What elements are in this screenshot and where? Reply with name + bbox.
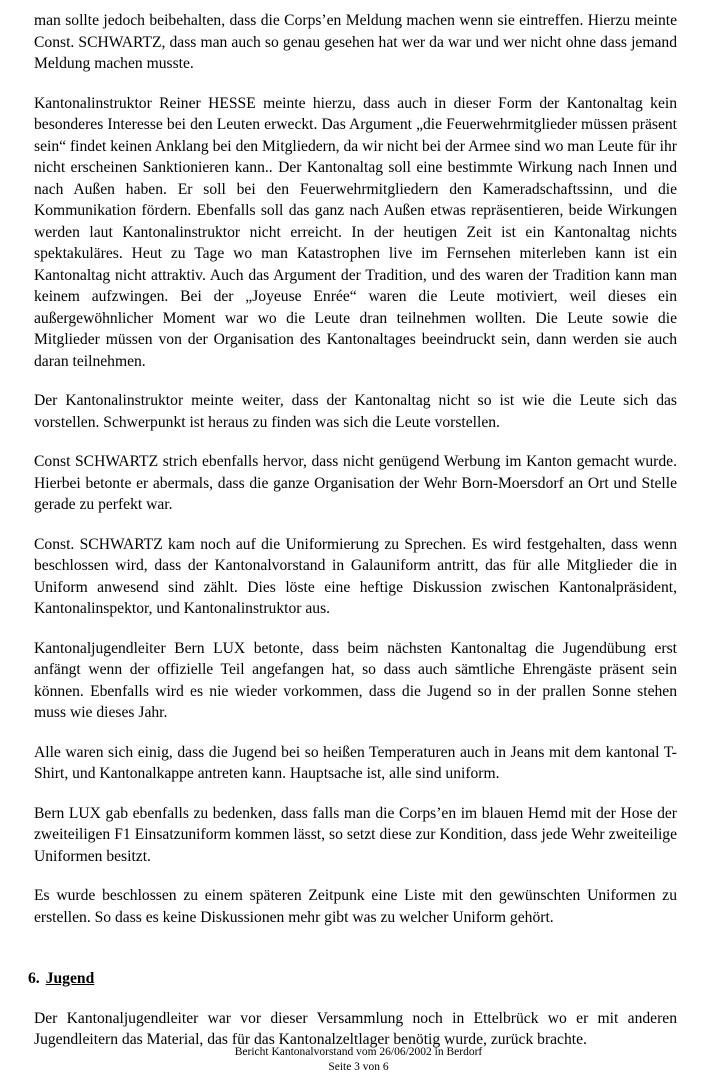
page-footer [0, 1045, 717, 1075]
document-page [28, 10, 677, 1051]
paragraph-liste: Es wurde beschlossen zu einem späteren Zeitpunk eine Liste mit den gewünschten Uniformen zu erstellen. So dass es keine Diskussionen mehr gibt was zu welcher Uniform gehört. [34, 887, 677, 926]
paragraph-werbung: Const SCHWARTZ strich ebenfalls hervor, dass nicht genügend Werbung im Kanton gemacht wurde. Hierbei betonte er abermals, dass die ganze Organisation der Wehr Born-Moersdorf an Ort und Stelle gerade zu perfekt war. [34, 453, 677, 513]
paragraph-jugenduebung: Kantonaljugendleiter Bern LUX betonte, dass beim nächsten Kantonaltag die Jugendübung erst anfängt wenn der offizielle Teil angefangen hat, so dass auch sämtliche Ehrengäste präsent sein können. Ebenfalls wird es nie wieder vorkommen, dass die Jugend so in der prallen Sonne stehen muss wie dieses Jahr. [34, 639, 677, 721]
paragraph-instruktor: Der Kantonalinstruktor meinte weiter, dass der Kantonaltag nicht so ist wie die Leute sich das vorstellen. Schwerpunkt ist heraus zu finden was sich die Leute vorstellen. [34, 392, 677, 431]
footer-page-number: Seite 3 von 6 [328, 1061, 389, 1073]
paragraph-hesse: Kantonalinstruktor Reiner HESSE meinte hierzu, dass auch in dieser Form der Kantonaltag kein besonderes Interesse bei den Leuten erweckt. Das Argument „die Feuerwehrmitglieder müssen präsent sein“ findet keinen Anklang bei den Mitgliedern, da wir nicht bei der Armee sind wo man Leute für ihr nicht erscheinen Sanktionieren kann.. Der Kantonaltag soll eine bestimmte Wirkung nach Innen und nach Außen haben. Er soll bei den Feuerwehrmitgliedern den Kameradschaftssinn, und die Kommunikation fördern. Ebenfalls soll das ganz nach Außen etwas repräsentieren, beide Wirkungen werden laut Kantonalinstruktor nicht erreicht. In der heutigen Zeit ist ein Kantonaltag nichts spektakuläres. Heut zu Tage wo man Katastrophen live im Fernsehen miterleben kann ist ein Kantonaltag nicht attraktiv. Auch das Argument der Tradition, und des waren der Tradition kann man keinem aufzwingen. Bei der „Joyeuse Enrée“ waren die Leute motiviert, weil dieses ein außergewöhnlicher Moment war wo die Leute dran teilnehmen wollten. Die Leute sowie die Mitglieder müssen von der Organisation des Kantonaltages beeindruckt sein, dann werden sie auch daran teilnehmen. [34, 94, 677, 370]
paragraph-jugend: Der Kantonaljugendleiter war vor dieser Versammlung noch in Ettelbrück wo er mit anderen Jugendleitern das Material, das für das Kantonalzeltlager benötig wurde, zurück brachte. [34, 1009, 677, 1048]
paragraph-hemd: Bern LUX gab ebenfalls zu bedenken, dass falls man die Corps’en im blauen Hemd mit der Hose der zweiteiligen F1 Einsatzuniform kommen lässt, so setzt diese zur Kondition, dass jede Wehr zweiteilige Uniformen besitzt. [34, 804, 677, 865]
paragraph-jeans: Alle waren sich einig, dass die Jugend bei so heißen Temperaturen auch in Jeans mit dem kantonal T-Shirt, und Kantonalkappe antreten kann. Hauptsache ist, alle sind uniform. [34, 743, 677, 782]
section-title: Jugend [45, 970, 95, 987]
footer-report-title: Bericht Kantonalvorstand vom 26/06/2002 in Berdorf [234, 1046, 483, 1058]
paragraph-meldung: man sollte jedoch beibehalten, dass die Corps’en Meldung machen wenn sie eintreffen. Hierzu meinte Const. SCHWARTZ, dass man auch so genau gesehen hat wer da war und wer nicht ohne dass jemand Meldung machen musste. [34, 12, 677, 72]
section-number: 6. [28, 970, 40, 987]
section-heading [28, 968, 671, 990]
paragraph-uniformierung: Const. SCHWARTZ kam noch auf die Uniformierung zu Sprechen. Es wird festgehalten, dass wenn beschlossen wird, dass der Kantonalvorstand in Galauniform antritt, das für alle Mitglieder die in Uniform anwesend sind zählt. Dies löste eine heftige Diskussion zwischen Kantonalpräsident, Kantonalinspektor, und Kantonalinstruktor aus. [34, 535, 677, 617]
